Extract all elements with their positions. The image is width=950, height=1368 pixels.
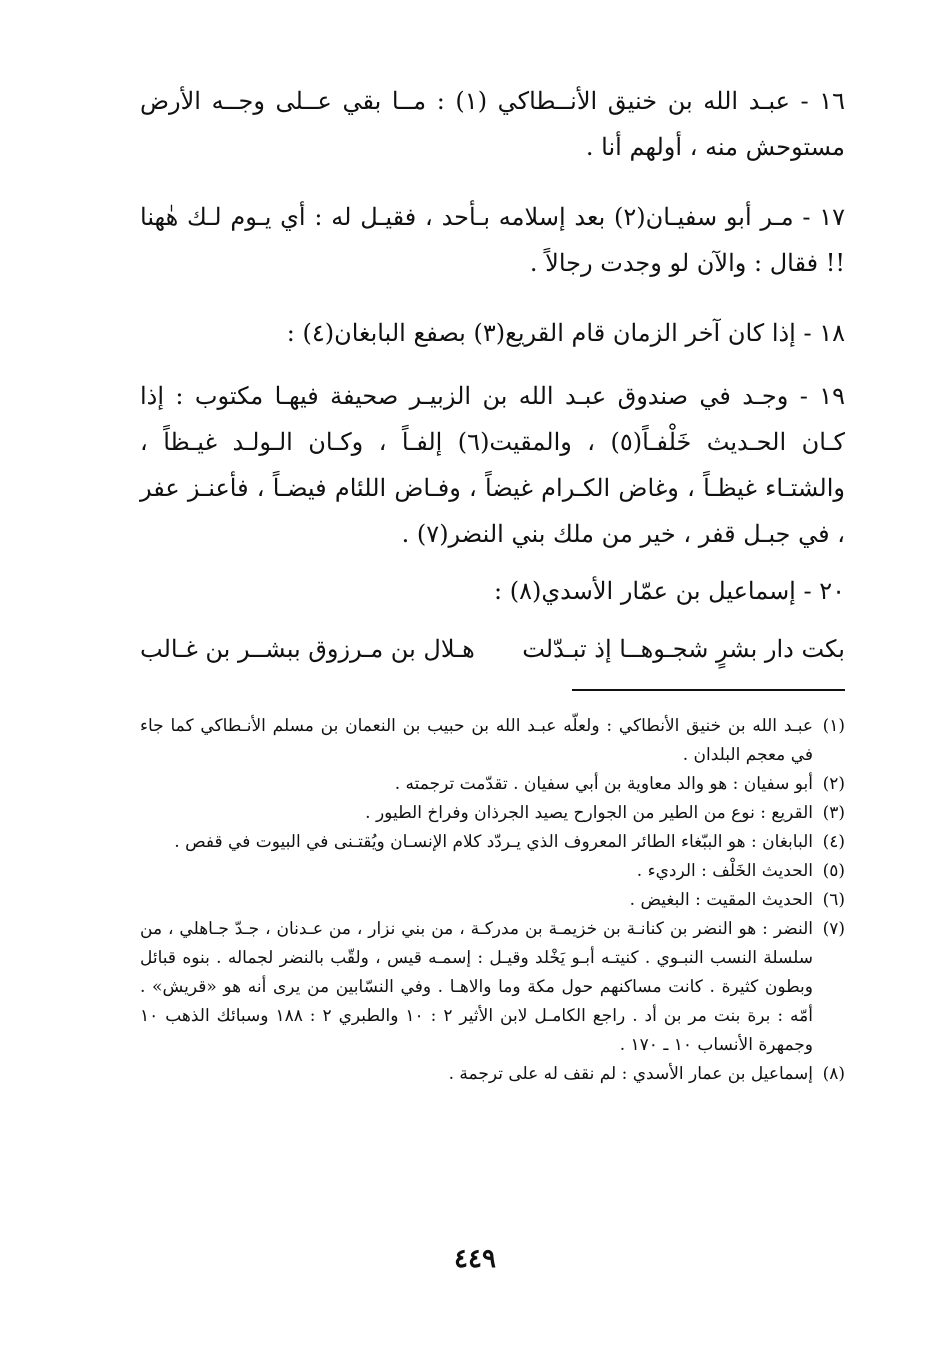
- footnotes-section: [140, 712, 845, 1089]
- footnote-number: (٤): [822, 832, 845, 852]
- footnote-separator: [572, 689, 845, 691]
- footnote-number: (٨): [822, 1064, 845, 1084]
- footnote-4: [140, 828, 845, 857]
- footnote-text: البابغان : هو الببّغاء الطائر المعروف الذي يـردّد كلام الإنسـان ويُقتـنى في البيوت في قفص .: [174, 832, 813, 852]
- footnote-text: أبو سفيان : هو والد معاوية بن أبي سفيان . تقدّمت ترجمته .: [394, 774, 813, 794]
- paragraph-18: ١٨ - إذا كان آخر الزمان قام القريع(٣) بصفع البابغان(٤) :: [286, 319, 845, 347]
- footnote-7: [140, 915, 845, 1060]
- footnote-5: [140, 857, 845, 886]
- paragraph-17: ١٧ - مـر أبو سفيـان(٢) بعد إسلامه بـأحد ، فقيـل له : أي يـوم لـك هٰهنا !! فقال : والآن لو وجدت رجالاً .: [140, 203, 845, 277]
- footnote-number: (٣): [822, 803, 845, 823]
- footnote-text: الحديث المقيت : البغيض .: [629, 890, 813, 910]
- footnote-2: [140, 770, 845, 799]
- paragraph-16: ١٦ - عبـد الله بن خنيق الأنــطاكي (١) : مــا بقي عــلى وجــه الأرض مستوحش منه ، أولهم أنا .: [140, 87, 845, 161]
- footnote-8: [140, 1060, 845, 1089]
- footnote-3: [140, 799, 845, 828]
- footnote-number: (٢): [822, 774, 845, 794]
- footnote-text: إسماعيل بن عمار الأسدي : لم نقف له على ترجمة .: [448, 1064, 813, 1084]
- footnote-text: القريع : نوع من الطير من الجوارح يصيد الجرذان وفراخ الطيور .: [365, 803, 813, 823]
- footnote-text: الحديث الخَلْف : الرديء .: [636, 861, 813, 881]
- poem-verse: [140, 626, 845, 672]
- footnote-text: عبـد الله بن خنيق الأنطاكي : ولعلّه عبـد الله بن حبيب بن النعمان بن مسلم الأنـطاكي كما جاء في معجم البلدان .: [140, 716, 813, 765]
- footnote-text: النضر : هو النضر بن كنانـة بن خزيمـة بن مدركـة ، من بني نزار ، من عـدنان ، جـدّ جـاهلي ، من سلسلة النسب النبـوي . كنيتـه أبـو يَخْلد وقيـل : إسمـه قيس ، ولقّب بالنضر لجماله . بنوه قبائل وبطون كثيرة . كانت مساكنهم حول مكة وما والاهـا . وفي النسّابين من يرى أنه هو «قريش» . أمّه : برة بنت مر بن أد . راجع الكامـل لابن الأثير ٢ : ١٠ والطبري ٢ : ١٨٨ وسبائك الذهب ١٠ وجمهرة الأنساب ١٠ ـ ١٧٠ .: [140, 919, 813, 1055]
- poem-hemistich-first: بكت دار بشرٍ شجـوهــا إذ تبـدّلت: [522, 635, 845, 663]
- footnote-number: (١): [822, 716, 845, 736]
- poem-hemistich-second: هـلال بن مـرزوق ببشــر بن غـالب: [140, 635, 475, 663]
- paragraph-19: ١٩ - وجـد في صندوق عبـد الله بن الزبيـر صحيفة فيهـا مكتوب : إذا كـان الحـديث خَلْفـاً(٥) ، والمقيت(٦) إلفـاً ، وكـان الـولـد غيـظاً ، والشتـاء غيظـاً ، وغاض الكـرام غيضاً ، وفـاض اللئام فيضـاً ، فأعنـز عفر ، في جبـل قفر ، خير من ملك بني النضر(٧) .: [140, 382, 845, 548]
- paragraph-20: ٢٠ - إسماعيل بن عمّار الأسدي(٨) :: [494, 577, 845, 605]
- footnote-6: [140, 886, 845, 915]
- page-number: ٤٤٩: [454, 1244, 496, 1274]
- footnote-1: [140, 712, 845, 770]
- footnote-number: (٥): [822, 861, 845, 881]
- footnote-number: (٧): [822, 919, 845, 939]
- footnote-number: (٦): [822, 890, 845, 910]
